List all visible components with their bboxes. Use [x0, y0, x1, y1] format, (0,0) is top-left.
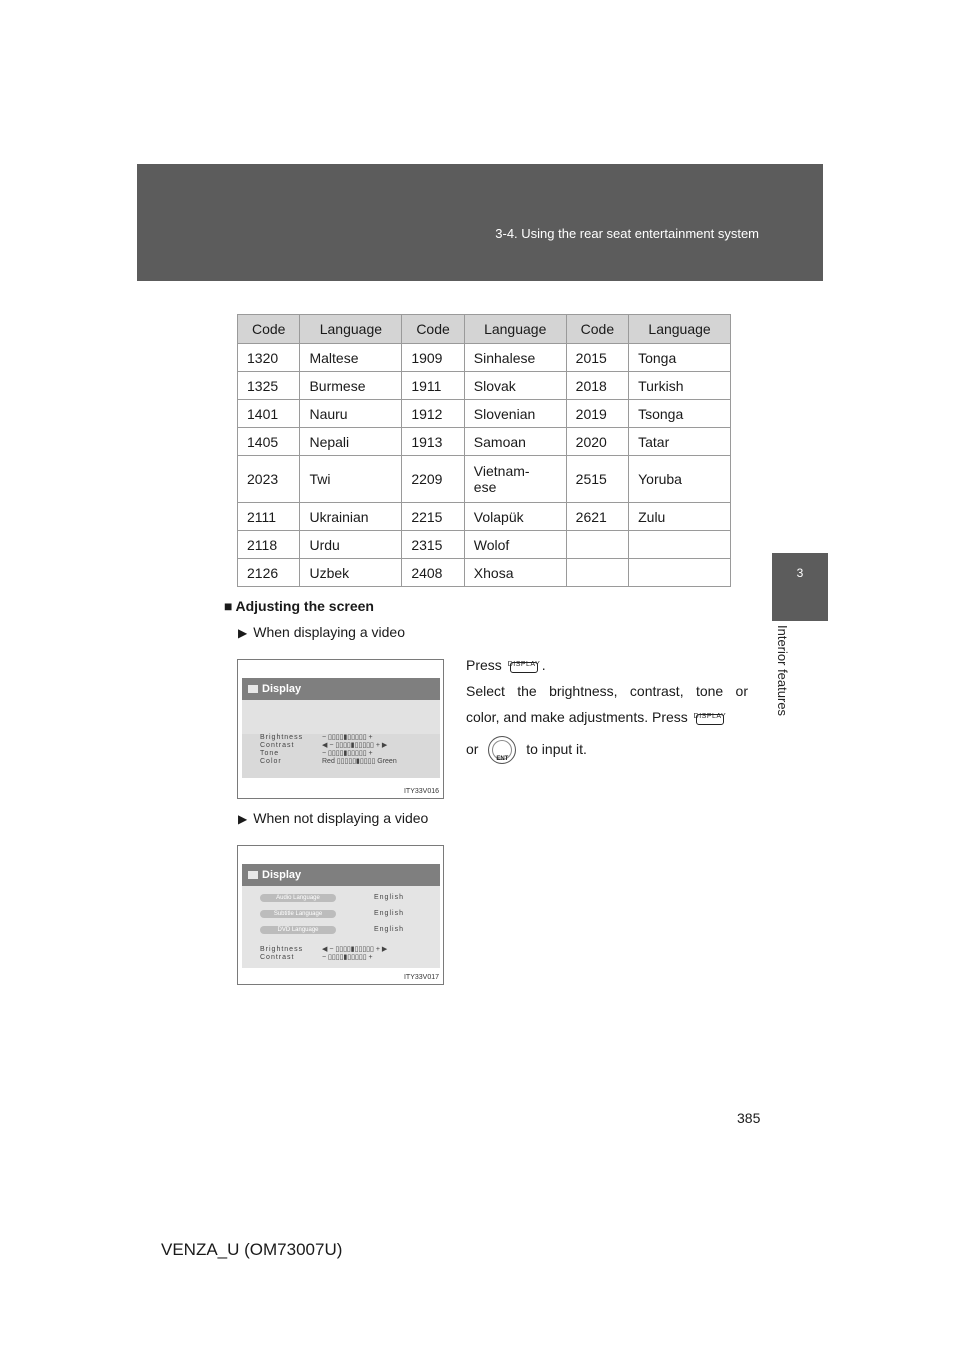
- table-row: [238, 344, 731, 372]
- language-cell: Slovak: [464, 372, 566, 400]
- screen-title-text: Display: [262, 869, 302, 881]
- code-cell: 2015: [566, 344, 628, 372]
- section-title: Adjusting the screen: [235, 598, 374, 614]
- code-cell: 1911: [402, 372, 464, 400]
- arrow-icon: ▶: [238, 812, 248, 826]
- code-cell: 2111: [238, 503, 300, 531]
- code-cell: 2118: [238, 531, 300, 559]
- instruction-text: .: [541, 657, 546, 673]
- display-screen-title: [242, 864, 440, 886]
- code-cell: 2215: [402, 503, 464, 531]
- instruction-line-4: [466, 736, 748, 764]
- setting-row-color: [242, 758, 440, 766]
- table-header-row: [238, 315, 731, 344]
- display-screen: [242, 864, 440, 968]
- setting-bar: − ▯▯▯▯▮▯▯▯▯▯ +: [322, 954, 373, 961]
- language-value: English: [374, 926, 404, 933]
- code-cell: [566, 531, 628, 559]
- display-button-label: DISPLAY: [693, 713, 727, 720]
- language-pill: Audio Language: [260, 894, 336, 902]
- setting-row-brightness: [242, 946, 440, 954]
- subheading-displaying-video: [238, 624, 405, 640]
- illustration-code: ITY33V017: [403, 974, 439, 981]
- table-row: [238, 559, 731, 587]
- language-row-subtitle: [242, 906, 440, 922]
- subheading-text: When not displaying a video: [253, 810, 429, 826]
- display-screen-title: [242, 678, 440, 700]
- code-cell: 2315: [402, 531, 464, 559]
- language-cell: Turkish: [629, 372, 731, 400]
- display-button-label: DISPLAY: [507, 661, 541, 668]
- language-cell: Ukrainian: [300, 503, 402, 531]
- setting-bar: − ▯▯▯▯▮▯▯▯▯▯ +: [322, 750, 373, 757]
- language-cell: Tatar: [629, 428, 731, 456]
- code-cell: 1913: [402, 428, 464, 456]
- language-cell: Burmese: [300, 372, 402, 400]
- column-header: Language: [300, 315, 402, 344]
- setting-label: Brightness: [260, 946, 304, 953]
- setting-bar: − ▯▯▯▯▮▯▯▯▯▯ +: [322, 734, 373, 741]
- language-cell: Uzbek: [300, 559, 402, 587]
- adjusting-screen-heading: [224, 598, 374, 614]
- instruction-line-1: [466, 652, 748, 678]
- language-pill: DVD Language: [260, 926, 336, 934]
- subheading-not-displaying-video: [238, 810, 428, 826]
- display-screen-no-video-illustration: [237, 845, 444, 985]
- setting-label: Contrast: [260, 742, 295, 749]
- display-button-icon: [694, 706, 726, 726]
- section-header-title: 3-4. Using the rear seat entertainment system: [495, 226, 759, 241]
- setting-label: Contrast: [260, 954, 295, 961]
- language-cell: Wolof: [464, 531, 566, 559]
- code-cell: 1325: [238, 372, 300, 400]
- language-cell: Yoruba: [629, 456, 731, 503]
- code-cell: 1401: [238, 400, 300, 428]
- language-code-table: [237, 314, 731, 587]
- setting-row-tone: [242, 750, 440, 758]
- table-row: [238, 503, 731, 531]
- table-row: [238, 400, 731, 428]
- language-cell: Slovenian: [464, 400, 566, 428]
- language-cell: [629, 531, 731, 559]
- setting-bar: ◀ − ▯▯▯▯▮▯▯▯▯▯ + ▶: [322, 946, 388, 953]
- language-cell: Maltese: [300, 344, 402, 372]
- instruction-text: to input it.: [526, 741, 587, 757]
- enter-button-label: ENT: [496, 756, 509, 763]
- code-cell: 1909: [402, 344, 464, 372]
- screen-title-text: Display: [262, 683, 302, 695]
- setting-label: Color: [260, 758, 282, 765]
- subheading-text: When displaying a video: [253, 624, 405, 640]
- instruction-text: Press: [466, 657, 502, 673]
- enter-button-icon: [488, 736, 516, 764]
- language-cell: Tsonga: [629, 400, 731, 428]
- setting-row-contrast: [242, 742, 440, 750]
- folder-icon: [248, 685, 258, 693]
- setting-bar: ◀ − ▯▯▯▯▮▯▯▯▯▯ + ▶: [322, 742, 388, 749]
- language-cell: Urdu: [300, 531, 402, 559]
- table-row: [238, 456, 731, 503]
- language-row-dvd: [242, 922, 440, 938]
- column-header: Language: [464, 315, 566, 344]
- language-row-audio: [242, 890, 440, 906]
- instruction-text: or: [466, 741, 479, 757]
- setting-label: Tone: [260, 750, 280, 757]
- display-screen: [242, 678, 440, 778]
- column-header: Code: [566, 315, 628, 344]
- code-cell: 2515: [566, 456, 628, 503]
- table-row: [238, 531, 731, 559]
- table-row: [238, 372, 731, 400]
- code-cell: 2019: [566, 400, 628, 428]
- footer-model-code: VENZA_U (OM73007U): [161, 1240, 343, 1259]
- instruction-line-3: [466, 704, 748, 730]
- display-button-icon: [508, 654, 540, 674]
- code-cell: 1320: [238, 344, 300, 372]
- column-header: Code: [402, 315, 464, 344]
- setting-row-brightness: [242, 734, 440, 742]
- language-cell: Samoan: [464, 428, 566, 456]
- code-cell: 2621: [566, 503, 628, 531]
- code-cell: 2023: [238, 456, 300, 503]
- code-cell: 2020: [566, 428, 628, 456]
- language-cell: Xhosa: [464, 559, 566, 587]
- chapter-label: Interior features: [775, 625, 790, 717]
- language-cell: Zulu: [629, 503, 731, 531]
- instruction-line-2: Select the brightness, contrast, tone or: [466, 683, 748, 699]
- code-cell: [566, 559, 628, 587]
- language-cell: Volapük: [464, 503, 566, 531]
- table-row: [238, 428, 731, 456]
- language-cell: Tonga: [629, 344, 731, 372]
- section-marker: ■: [224, 598, 233, 614]
- chapter-tab: [772, 553, 828, 621]
- code-cell: 2126: [238, 559, 300, 587]
- instructions: [466, 652, 748, 764]
- code-cell: 2209: [402, 456, 464, 503]
- instruction-text: color, and make adjustments. Press: [466, 709, 688, 725]
- language-cell: Nauru: [300, 400, 402, 428]
- column-header: Language: [629, 315, 731, 344]
- code-cell: 2408: [402, 559, 464, 587]
- language-value: English: [374, 910, 404, 917]
- illustration-code: ITY33V016: [403, 788, 439, 795]
- chapter-number: 3: [796, 566, 804, 580]
- code-cell: 1405: [238, 428, 300, 456]
- language-cell: Sinhalese: [464, 344, 566, 372]
- display-screen-video-illustration: [237, 659, 444, 799]
- column-header: Code: [238, 315, 300, 344]
- header-band: [137, 164, 823, 281]
- code-cell: 1912: [402, 400, 464, 428]
- folder-icon: [248, 871, 258, 879]
- language-cell: Twi: [300, 456, 402, 503]
- language-pill: Subtitle Language: [260, 910, 336, 918]
- setting-label: Brightness: [260, 734, 304, 741]
- code-cell: 2018: [566, 372, 628, 400]
- setting-bar: Red ▯▯▯▯▯▮▯▯▯▯ Green: [322, 758, 397, 765]
- language-value: English: [374, 894, 404, 901]
- setting-row-contrast: [242, 954, 440, 962]
- arrow-icon: ▶: [238, 626, 248, 640]
- language-cell: [629, 559, 731, 587]
- page-number: 385: [737, 1110, 761, 1126]
- language-cell: Vietnam- ese: [464, 456, 566, 503]
- language-cell: Nepali: [300, 428, 402, 456]
